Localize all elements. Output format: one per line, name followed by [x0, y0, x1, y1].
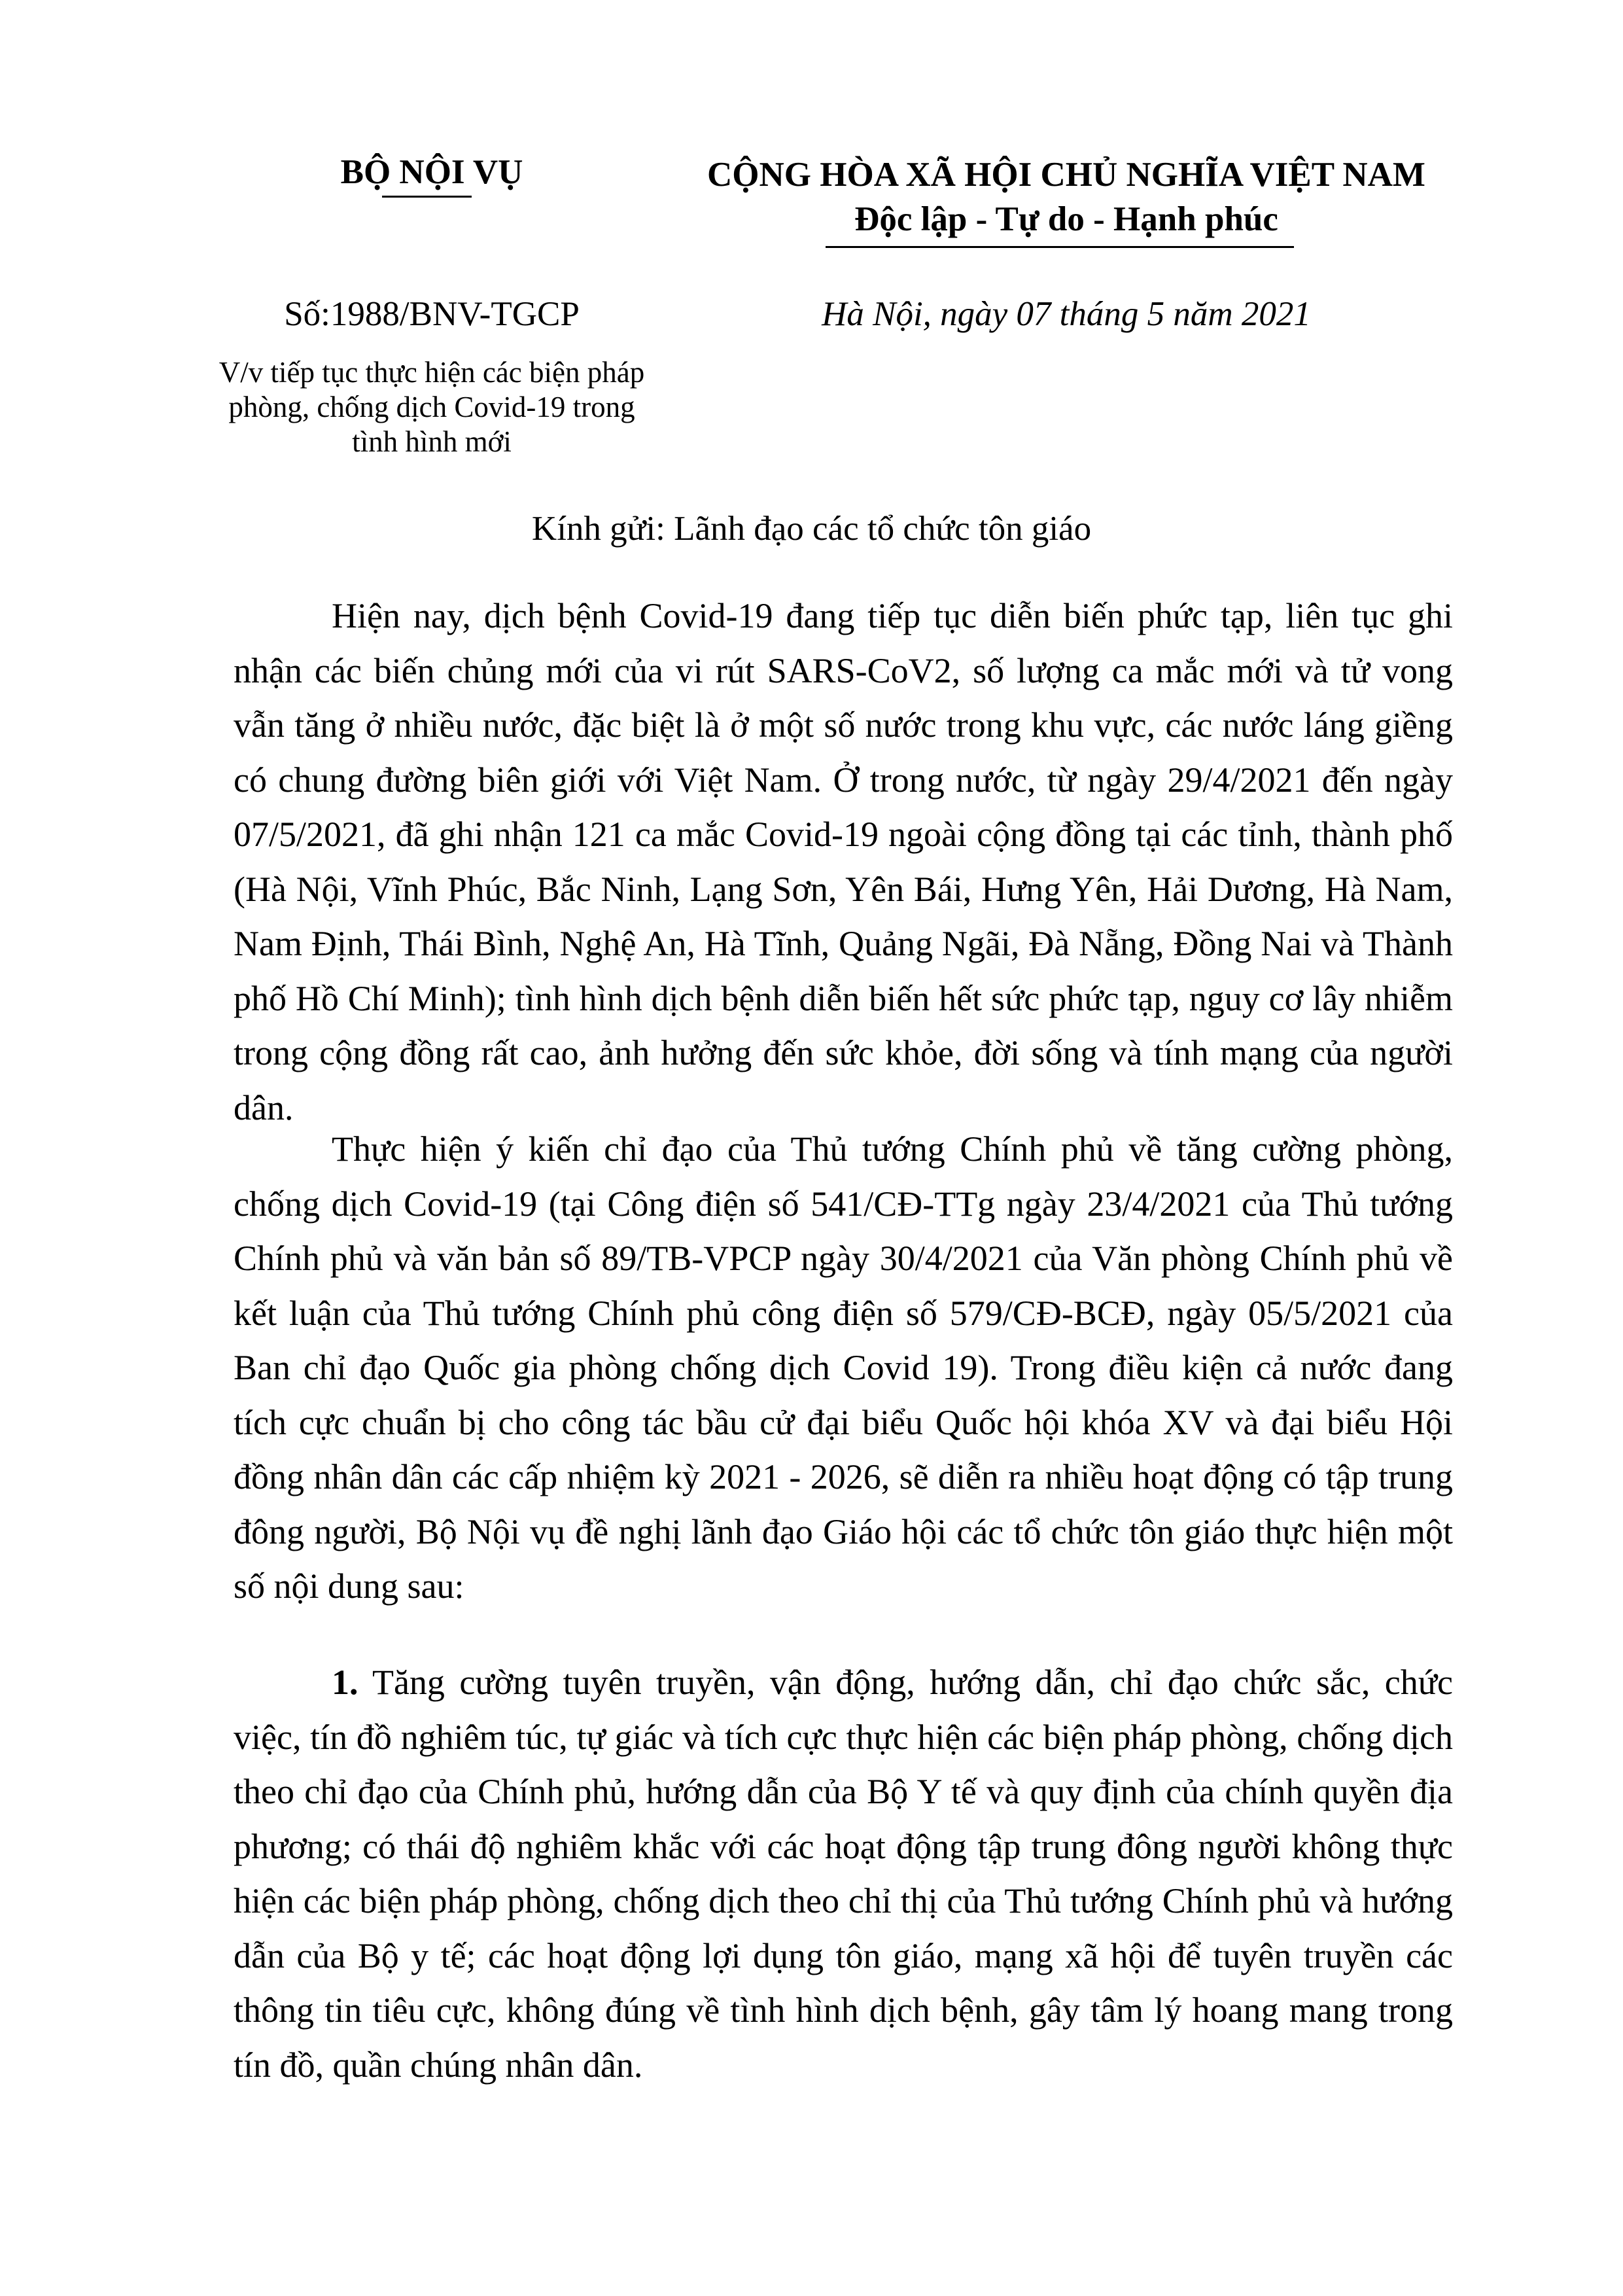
item-1-number: 1.	[332, 1663, 358, 1702]
item-1-text: Tăng cường tuyên truyền, vận động, hướng dẫn, chỉ đạo chức sắc, chức việc, tín đồ nghiêm túc, tự giác và tích cực thực hiện các biện pháp phòng, chống dịch theo chỉ đạo của Chính phủ, hướng dẫn của Bộ Y tế và quy định của chính quyền địa phương; có thái độ nghiêm khắc với các hoạt động tập trung đông người không thực hiện các biện pháp phòng, chống dịch theo chỉ thị của Thủ tướng Chính phủ và hướng dẫn của Bộ y tế; các hoạt động lợi dụng tôn giáo, mạng xã hội để tuyên truyền các thông tin tiêu cực, không đúng về tình hình dịch bệnh, gây tâm lý hoang mang trong tín đồ, quần chúng nhân dân.	[234, 1663, 1453, 2085]
national-motto: Độc lập - Tự do - Hạnh phúc	[854, 200, 1278, 238]
issuing-agency: BỘ NỘI VỤ	[340, 153, 523, 191]
motto-underline	[826, 246, 1294, 248]
document-subject: V/v tiếp tục thực hiện các biện pháp phòng, chống dịch Covid-19 trong tình hình mới	[218, 356, 645, 458]
agency-underline	[382, 196, 472, 198]
body-item-1	[234, 1655, 1453, 2093]
place-and-date: Hà Nội, ngày 07 tháng 5 năm 2021	[822, 295, 1311, 333]
body-paragraph-1: Hiện nay, dịch bệnh Covid-19 đang tiếp tục diễn biến phức tạp, liên tục ghi nhận các biến chủng mới của vi rút SARS-CoV2, số lượng ca mắc mới và tử vong vẫn tăng ở nhiều nước, đặc biệt là ở một số nước trong khu vực, các nước láng giềng có chung đường biên giới với Việt Nam. Ở trong nước, từ ngày 29/4/2021 đến ngày 07/5/2021, đã ghi nhận 121 ca mắc Covid-19 ngoài cộng đồng tại các tỉnh, thành phố (Hà Nội, Vĩnh Phúc, Bắc Ninh, Lạng Sơn, Yên Bái, Hưng Yên, Hải Dương, Hà Nam, Nam Định, Thái Bình, Nghệ An, Hà Tĩnh, Quảng Ngãi, Đà Nẵng, Đồng Nai và Thành phố Hồ Chí Minh); tình hình dịch bệnh diễn biến hết sức phức tạp, nguy cơ lây nhiễm trong cộng đồng rất cao, ảnh hưởng đến sức khỏe, đời sống và tính mạng của người dân.	[234, 596, 1453, 1127]
national-header	[661, 152, 1472, 241]
country-name: CỘNG HÒA XÃ HỘI CHỦ NGHĨA VIỆT NAM	[707, 156, 1425, 194]
salutation: Kính gửi: Lãnh đạo các tổ chức tôn giáo	[531, 510, 1092, 548]
body-paragraph-2: Thực hiện ý kiến chỉ đạo của Thủ tướng Chính phủ về tăng cường phòng, chống dịch Covid-19 (tại Công điện số 541/CĐ-TTg ngày 23/4/2021 của Thủ tướng Chính phủ và văn bản số 89/TB-VPCP ngày 30/4/2021 của Văn phòng Chính phủ về kết luận của Thủ tướng Chính phủ công điện số 579/CĐ-BCĐ, ngày 05/5/2021 của Ban chỉ đạo Quốc gia phòng chống dịch Covid 19). Trong điều kiện cả nước đang tích cực chuẩn bị cho công tác bầu cử đại biểu Quốc hội khóa XV và đại biểu Hội đồng nhân dân các cấp nhiệm kỳ 2021 - 2026, sẽ diễn ra nhiều hoạt động có tập trung đông người, Bộ Nội vụ đề nghị lãnh đạo Giáo hội các tổ chức tôn giáo thực hiện một số nội dung sau:	[234, 1129, 1453, 1606]
document-number: Số:1988/BNV-TGCP	[284, 295, 580, 333]
